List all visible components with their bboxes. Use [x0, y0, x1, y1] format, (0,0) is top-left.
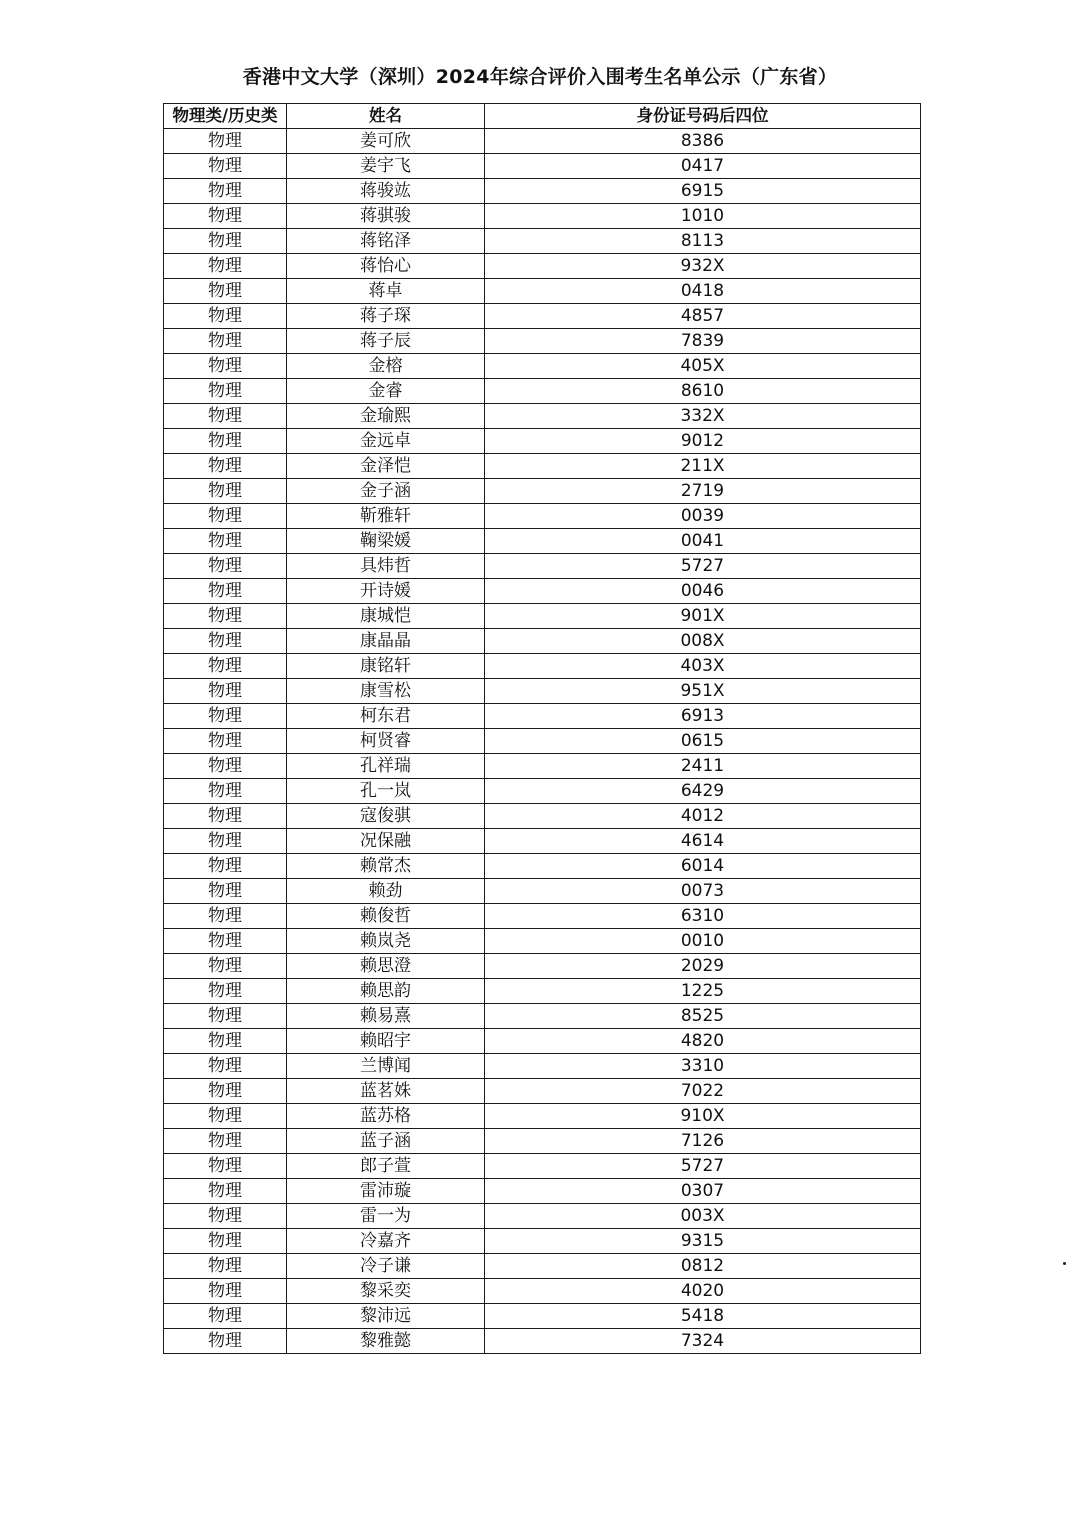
cell-category: 物理 [164, 1054, 287, 1079]
cell-name: 具炜哲 [287, 554, 485, 579]
cell-category: 物理 [164, 1329, 287, 1354]
cell-name: 康雪松 [287, 679, 485, 704]
cell-name: 雷沛璇 [287, 1179, 485, 1204]
cell-id-last-four: 1225 [485, 979, 921, 1004]
cell-category: 物理 [164, 729, 287, 754]
cell-id-last-four: 0307 [485, 1179, 921, 1204]
cell-name: 孔一岚 [287, 779, 485, 804]
cell-id-last-four: 910X [485, 1104, 921, 1129]
cell-name: 金睿 [287, 379, 485, 404]
table-row [164, 679, 921, 704]
cell-id-last-four: 405X [485, 354, 921, 379]
table-row [164, 379, 921, 404]
cell-id-last-four: 6913 [485, 704, 921, 729]
cell-category: 物理 [164, 579, 287, 604]
candidate-table [163, 103, 921, 1354]
cell-name: 康铭轩 [287, 654, 485, 679]
table-row [164, 1279, 921, 1304]
cell-id-last-four: 0046 [485, 579, 921, 604]
cell-category: 物理 [164, 529, 287, 554]
cell-name: 冷嘉齐 [287, 1229, 485, 1254]
table-row [164, 354, 921, 379]
cell-id-last-four: 0073 [485, 879, 921, 904]
table-row [164, 229, 921, 254]
cell-category: 物理 [164, 1029, 287, 1054]
cell-category: 物理 [164, 829, 287, 854]
cell-name: 蒋骏竑 [287, 179, 485, 204]
cell-id-last-four: 4820 [485, 1029, 921, 1054]
cell-category: 物理 [164, 1079, 287, 1104]
cell-category: 物理 [164, 1304, 287, 1329]
cell-category: 物理 [164, 129, 287, 154]
cell-id-last-four: 8386 [485, 129, 921, 154]
cell-id-last-four: 0010 [485, 929, 921, 954]
cell-id-last-four: 6310 [485, 904, 921, 929]
cell-category: 物理 [164, 1179, 287, 1204]
cell-name: 赖易熹 [287, 1004, 485, 1029]
column-header-id-last-four: 身份证号码后四位 [485, 104, 921, 129]
table-body [164, 129, 921, 1354]
table-row [164, 704, 921, 729]
table-row [164, 979, 921, 1004]
cell-name: 康晶晶 [287, 629, 485, 654]
cell-id-last-four: 5418 [485, 1304, 921, 1329]
cell-id-last-four: 8113 [485, 229, 921, 254]
cell-id-last-four: 0039 [485, 504, 921, 529]
table-row [164, 1079, 921, 1104]
cell-id-last-four: 0812 [485, 1254, 921, 1279]
table-row [164, 879, 921, 904]
cell-category: 物理 [164, 229, 287, 254]
cell-id-last-four: 1010 [485, 204, 921, 229]
cell-name: 赖劲 [287, 879, 485, 904]
cell-category: 物理 [164, 704, 287, 729]
table-row [164, 1179, 921, 1204]
cell-id-last-four: 901X [485, 604, 921, 629]
cell-id-last-four: 0418 [485, 279, 921, 304]
cell-name: 金榕 [287, 354, 485, 379]
cell-id-last-four: 5727 [485, 1154, 921, 1179]
cell-name: 黎沛远 [287, 1304, 485, 1329]
table-row [164, 1329, 921, 1354]
table-header-row [164, 104, 921, 129]
table-row [164, 1104, 921, 1129]
stray-dot [1063, 1262, 1066, 1265]
cell-id-last-four: 0041 [485, 529, 921, 554]
cell-category: 物理 [164, 404, 287, 429]
cell-category: 物理 [164, 779, 287, 804]
cell-name: 蒋子辰 [287, 329, 485, 354]
cell-name: 金泽恺 [287, 454, 485, 479]
column-header-category: 物理类/历史类 [164, 104, 287, 129]
table-row [164, 804, 921, 829]
cell-name: 黎采奕 [287, 1279, 485, 1304]
cell-category: 物理 [164, 504, 287, 529]
table-row [164, 454, 921, 479]
cell-id-last-four: 4614 [485, 829, 921, 854]
cell-category: 物理 [164, 654, 287, 679]
table-row [164, 254, 921, 279]
cell-name: 开诗媛 [287, 579, 485, 604]
table-row [164, 829, 921, 854]
cell-name: 赖昭宇 [287, 1029, 485, 1054]
cell-name: 蒋怡心 [287, 254, 485, 279]
cell-category: 物理 [164, 279, 287, 304]
cell-id-last-four: 7022 [485, 1079, 921, 1104]
cell-category: 物理 [164, 1204, 287, 1229]
table-row [164, 279, 921, 304]
cell-name: 兰博闻 [287, 1054, 485, 1079]
table-row [164, 304, 921, 329]
cell-name: 康城恺 [287, 604, 485, 629]
column-header-name: 姓名 [287, 104, 485, 129]
cell-name: 蓝苏格 [287, 1104, 485, 1129]
cell-category: 物理 [164, 379, 287, 404]
cell-id-last-four: 2719 [485, 479, 921, 504]
table-row [164, 779, 921, 804]
table-row [164, 479, 921, 504]
table-row [164, 579, 921, 604]
cell-category: 物理 [164, 354, 287, 379]
cell-name: 姜可欣 [287, 129, 485, 154]
cell-name: 赖思澄 [287, 954, 485, 979]
table-row [164, 1304, 921, 1329]
cell-id-last-four: 9012 [485, 429, 921, 454]
cell-category: 物理 [164, 479, 287, 504]
cell-id-last-four: 4020 [485, 1279, 921, 1304]
cell-category: 物理 [164, 329, 287, 354]
table-row [164, 429, 921, 454]
cell-id-last-four: 4857 [485, 304, 921, 329]
cell-name: 金子涵 [287, 479, 485, 504]
cell-name: 蒋卓 [287, 279, 485, 304]
table-row [164, 529, 921, 554]
cell-category: 物理 [164, 679, 287, 704]
cell-id-last-four: 8610 [485, 379, 921, 404]
page-title: 香港中文大学（深圳）2024年综合评价入围考生名单公示（广东省） [242, 66, 838, 88]
table-row [164, 729, 921, 754]
cell-category: 物理 [164, 454, 287, 479]
cell-name: 蓝子涵 [287, 1129, 485, 1154]
table-row [164, 904, 921, 929]
cell-id-last-four: 932X [485, 254, 921, 279]
table-row [164, 204, 921, 229]
cell-name: 蒋铭泽 [287, 229, 485, 254]
table-row [164, 179, 921, 204]
cell-name: 蓝茗姝 [287, 1079, 485, 1104]
cell-id-last-four: 2411 [485, 754, 921, 779]
cell-id-last-four: 3310 [485, 1054, 921, 1079]
cell-category: 物理 [164, 1129, 287, 1154]
cell-name: 寇俊骐 [287, 804, 485, 829]
cell-category: 物理 [164, 254, 287, 279]
table-row [164, 854, 921, 879]
cell-id-last-four: 6429 [485, 779, 921, 804]
table-row [164, 1029, 921, 1054]
table-row [164, 1204, 921, 1229]
table-row [164, 1054, 921, 1079]
cell-id-last-four: 7126 [485, 1129, 921, 1154]
cell-name: 鞠梁媛 [287, 529, 485, 554]
cell-category: 物理 [164, 179, 287, 204]
table-row [164, 329, 921, 354]
table-row [164, 1154, 921, 1179]
cell-category: 物理 [164, 979, 287, 1004]
table-row [164, 504, 921, 529]
table-row [164, 404, 921, 429]
table-row [164, 1254, 921, 1279]
cell-category: 物理 [164, 304, 287, 329]
cell-name: 雷一为 [287, 1204, 485, 1229]
cell-name: 柯东君 [287, 704, 485, 729]
cell-id-last-four: 003X [485, 1204, 921, 1229]
cell-category: 物理 [164, 1004, 287, 1029]
cell-name: 郎子萱 [287, 1154, 485, 1179]
cell-category: 物理 [164, 1229, 287, 1254]
table-row [164, 1229, 921, 1254]
table-row [164, 954, 921, 979]
cell-category: 物理 [164, 904, 287, 929]
cell-category: 物理 [164, 604, 287, 629]
cell-id-last-four: 0417 [485, 154, 921, 179]
table-row [164, 1004, 921, 1029]
cell-category: 物理 [164, 204, 287, 229]
cell-name: 黎雅懿 [287, 1329, 485, 1354]
table-row [164, 129, 921, 154]
cell-name: 孔祥瑞 [287, 754, 485, 779]
cell-category: 物理 [164, 854, 287, 879]
cell-category: 物理 [164, 1154, 287, 1179]
cell-category: 物理 [164, 1104, 287, 1129]
cell-name: 赖岚尧 [287, 929, 485, 954]
cell-name: 姜宇飞 [287, 154, 485, 179]
cell-category: 物理 [164, 804, 287, 829]
cell-category: 物理 [164, 754, 287, 779]
cell-category: 物理 [164, 554, 287, 579]
cell-name: 蒋骐骏 [287, 204, 485, 229]
cell-category: 物理 [164, 929, 287, 954]
table-row [164, 1129, 921, 1154]
cell-category: 物理 [164, 954, 287, 979]
cell-name: 蒋子琛 [287, 304, 485, 329]
cell-id-last-four: 2029 [485, 954, 921, 979]
cell-name: 柯贤睿 [287, 729, 485, 754]
cell-name: 金瑜熙 [287, 404, 485, 429]
cell-id-last-four: 5727 [485, 554, 921, 579]
cell-id-last-four: 9315 [485, 1229, 921, 1254]
table-row [164, 604, 921, 629]
table-row [164, 654, 921, 679]
table-row [164, 554, 921, 579]
cell-name: 赖俊哲 [287, 904, 485, 929]
cell-id-last-four: 8525 [485, 1004, 921, 1029]
cell-id-last-four: 403X [485, 654, 921, 679]
cell-category: 物理 [164, 879, 287, 904]
cell-category: 物理 [164, 1279, 287, 1304]
cell-id-last-four: 4012 [485, 804, 921, 829]
cell-id-last-four: 008X [485, 629, 921, 654]
cell-name: 金远卓 [287, 429, 485, 454]
cell-category: 物理 [164, 629, 287, 654]
cell-name: 赖常杰 [287, 854, 485, 879]
cell-name: 赖思韵 [287, 979, 485, 1004]
cell-category: 物理 [164, 1254, 287, 1279]
table-row [164, 154, 921, 179]
cell-category: 物理 [164, 429, 287, 454]
cell-id-last-four: 7839 [485, 329, 921, 354]
cell-id-last-four: 332X [485, 404, 921, 429]
cell-id-last-four: 211X [485, 454, 921, 479]
cell-id-last-four: 0615 [485, 729, 921, 754]
cell-name: 冷子谦 [287, 1254, 485, 1279]
cell-id-last-four: 7324 [485, 1329, 921, 1354]
cell-id-last-four: 6014 [485, 854, 921, 879]
cell-id-last-four: 6915 [485, 179, 921, 204]
cell-name: 况保融 [287, 829, 485, 854]
cell-id-last-four: 951X [485, 679, 921, 704]
table-row [164, 929, 921, 954]
cell-category: 物理 [164, 154, 287, 179]
cell-name: 靳雅轩 [287, 504, 485, 529]
table-row [164, 629, 921, 654]
table-row [164, 754, 921, 779]
